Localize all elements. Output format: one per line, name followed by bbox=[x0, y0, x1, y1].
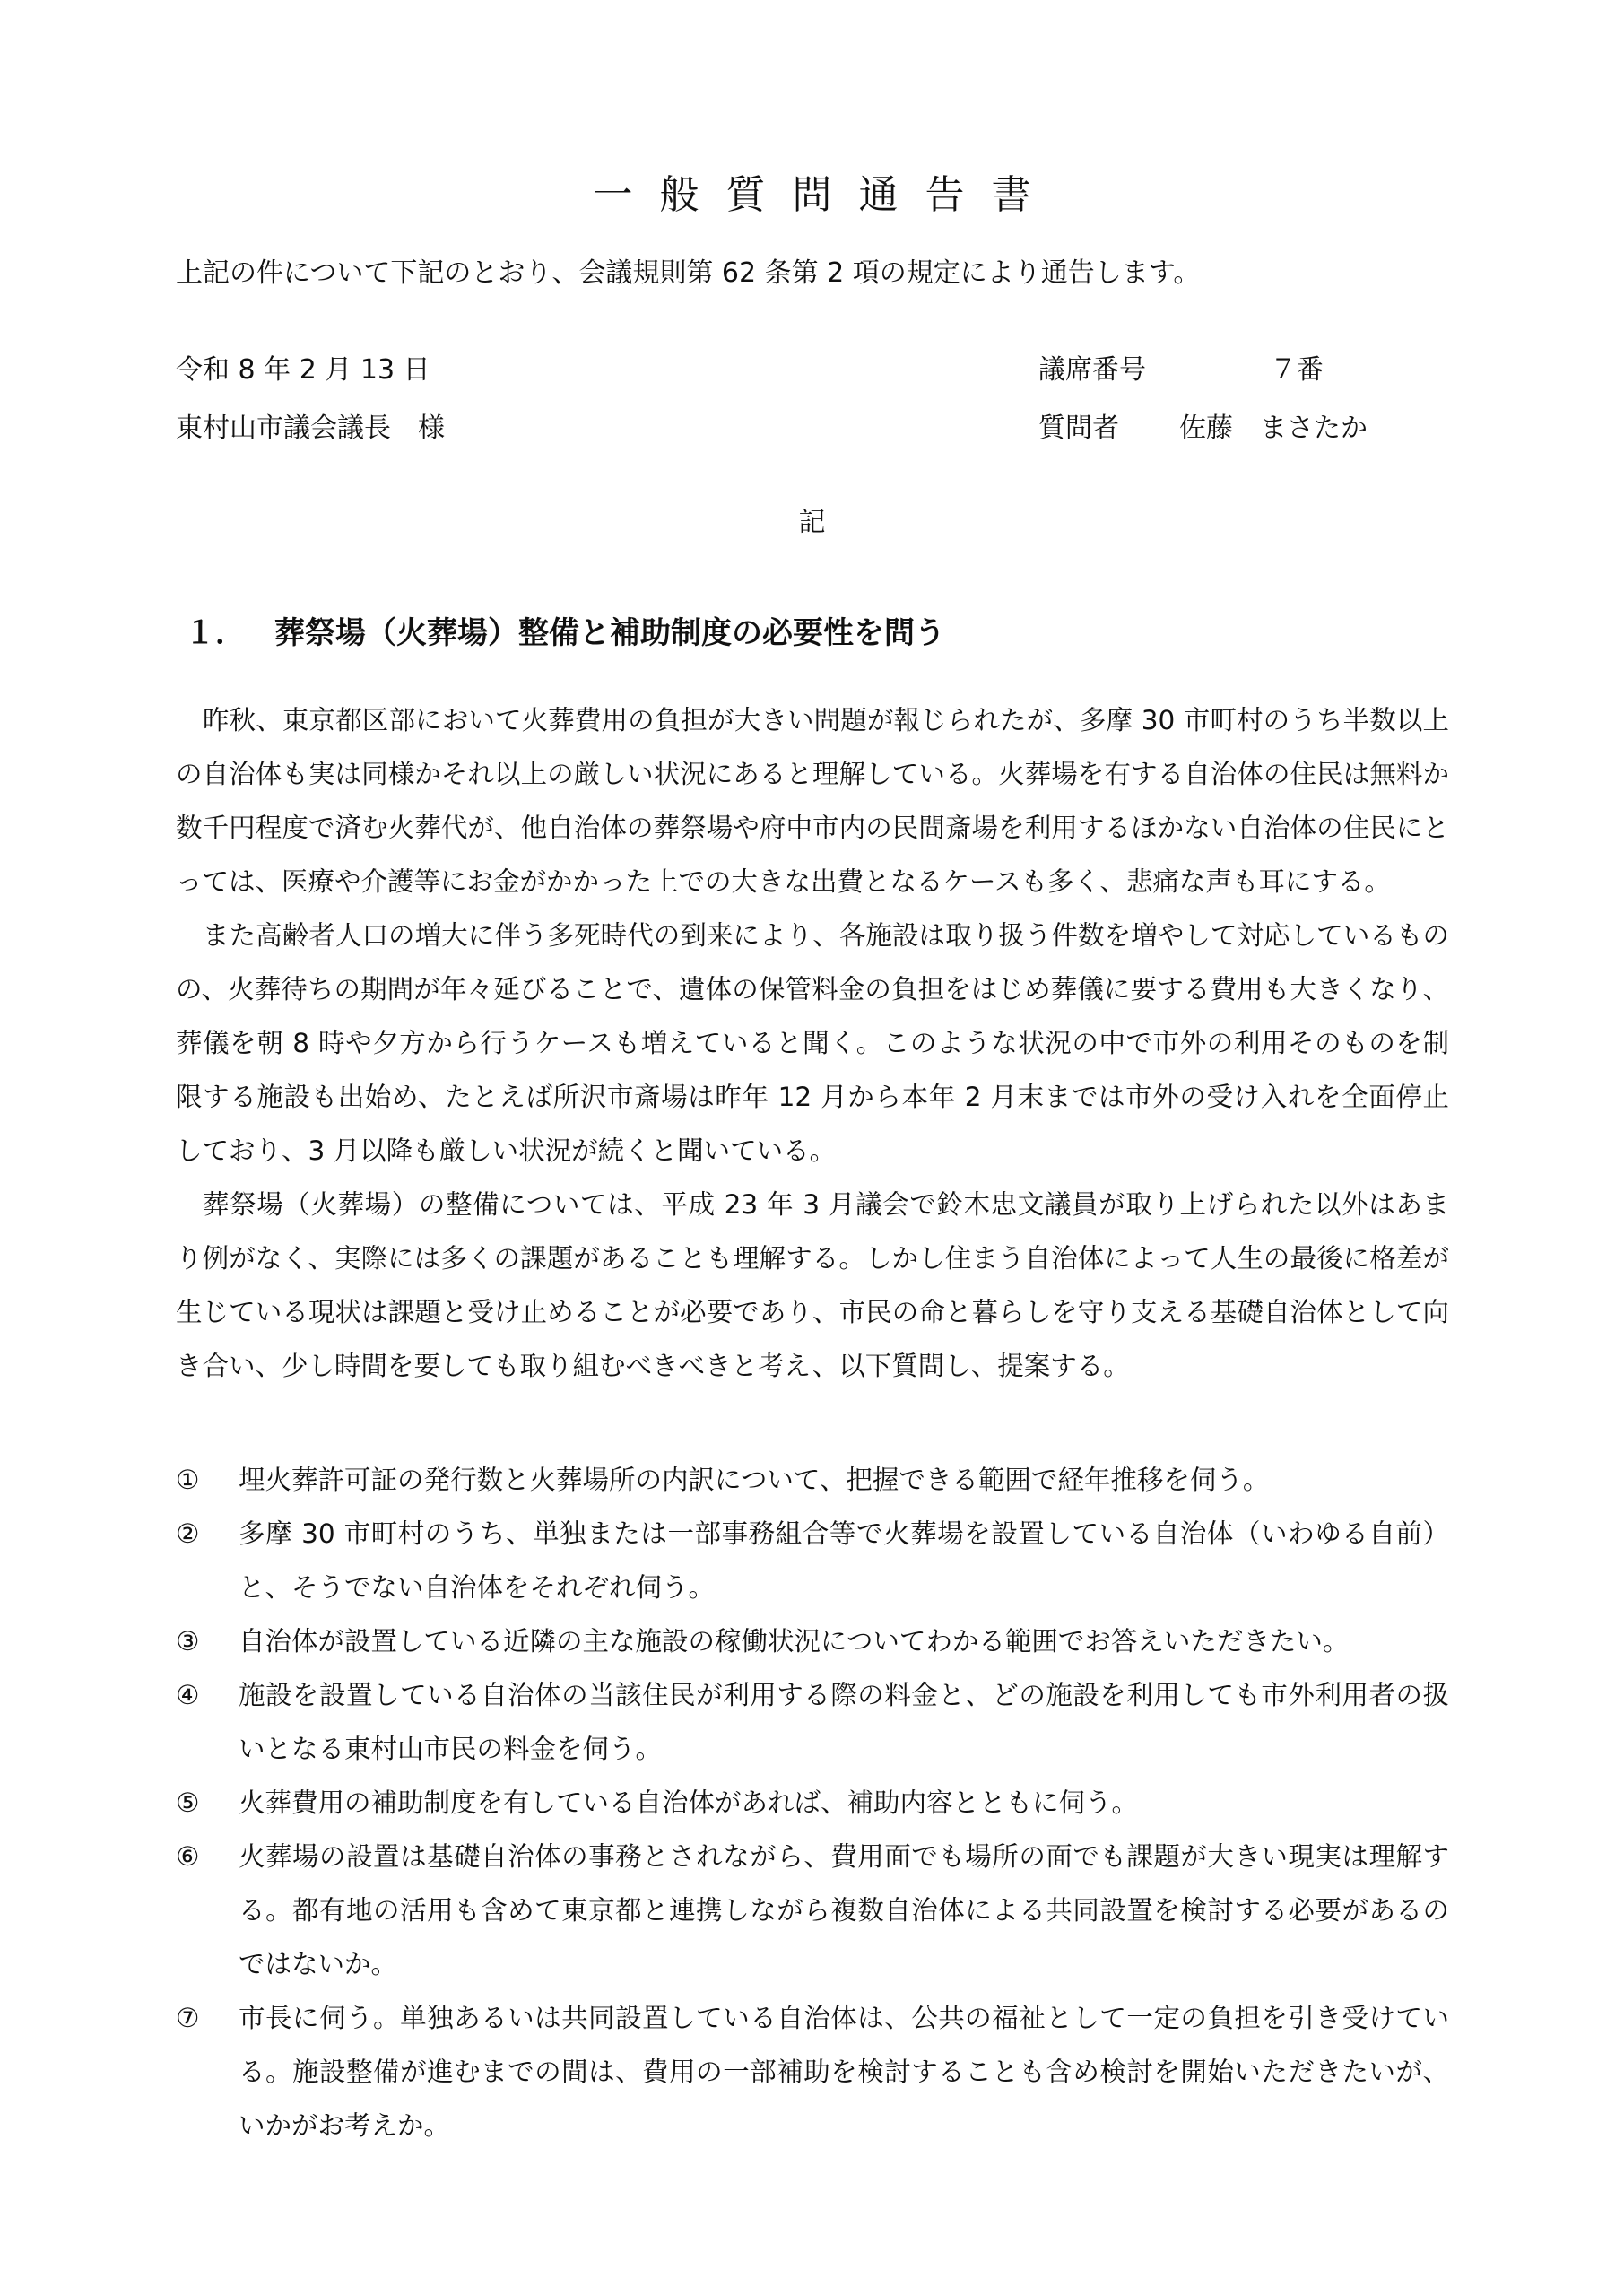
item-text: 施設を設置している自治体の当該住民が利用する際の料金と、どの施設を利用しても市外利用者の扱いとなる東村山市民の料金を伺う。 bbox=[239, 1680, 1449, 1764]
section-number: １． bbox=[185, 615, 246, 651]
question-item bbox=[176, 1453, 1449, 1507]
ki-marker: 記 bbox=[798, 507, 826, 538]
item-text: 市長に伺う。単独あるいは共同設置している自治体は、公共の福祉として一定の負担を引き受けている。施設整備が進むまでの間は、費用の一部補助を検討することも含め検討を開始いただきたいが、いかがお考えか。 bbox=[239, 2003, 1449, 2141]
seat-number-value: ７番 bbox=[1270, 354, 1324, 386]
item-text: 埋火葬許可証の発行数と火葬場所の内訳について、把握できる範囲で経年推移を伺う。 bbox=[239, 1465, 1270, 1495]
item-number: ① bbox=[176, 1465, 200, 1495]
paragraph: 葬祭場（火葬場）の整備については、平成 23 年 3 月議会で鈴木忠文議員が取り上げられた以外はあまり例がなく、実際には多くの課題があることも理解する。しかし住まう自治体によって人生の最後に格差が生じている現状は課題と受け止めることが必要であり、市民の命と暮らしを守り支える基礎自治体として向き合い、少し時間を要しても取り組むべきべきと考え、以下質問し、提案する。 bbox=[176, 1189, 1449, 1381]
question-item bbox=[176, 1507, 1449, 1614]
section-body bbox=[176, 693, 1449, 1393]
question-item bbox=[176, 1830, 1449, 1991]
item-number: ⑤ bbox=[176, 1787, 200, 1818]
item-number: ③ bbox=[176, 1626, 200, 1657]
item-text: 火葬場の設置は基礎自治体の事務とされながら、費用面でも場所の面でも課題が大きい現実は理解する。都有地の活用も含めて東京都と連携しながら複数自治体による共同設置を検討する必要があるのではないか。 bbox=[239, 1841, 1449, 1979]
question-item bbox=[176, 1614, 1449, 1668]
item-text: 多摩 30 市町村のうち、単独または一部事務組合等で火葬場を設置している自治体（いわゆる自前）と、そうでない自治体をそれぞれ伺う。 bbox=[239, 1518, 1449, 1603]
question-list bbox=[176, 1453, 1449, 2152]
notice-date: 令和 8 年 2 月 13 日 bbox=[176, 354, 430, 386]
addressee: 東村山市議会議長 様 bbox=[176, 413, 445, 444]
seat-number-row bbox=[1038, 352, 1324, 388]
section-heading bbox=[185, 613, 945, 654]
questioner-name: 佐藤 まさたか bbox=[1179, 413, 1368, 444]
seat-number-label: 議席番号 bbox=[1038, 354, 1146, 386]
item-number: ④ bbox=[176, 1680, 200, 1710]
document-title: 一般質問通告書 bbox=[593, 172, 1058, 218]
paragraph: また高齢者人口の増大に伴う多死時代の到来により、各施設は取り扱う件数を増やして対応しているものの、火葬待ちの期間が年々延びることで、遺体の保管料金の負担をはじめ葬儀に要する費用も大きくなり、葬儀を朝 8 時や夕方から行うケースも増えていると聞く。このような状況の中で市外の利用そのものを制限する施設も出始め、たとえば所沢市斎場は昨年 12 月から本年 2 月末までは市外の受け入れを全面停止しており、3 月以降も厳しい状況が続くと聞いている。 bbox=[176, 920, 1449, 1166]
intro-text: 上記の件について下記のとおり、会議規則第 62 条第 2 項の規定により通告します。 bbox=[176, 257, 1201, 289]
item-text: 火葬費用の補助制度を有している自治体があれば、補助内容とともに伺う。 bbox=[239, 1787, 1139, 1818]
question-item bbox=[176, 1668, 1449, 1776]
questioner-label: 質問者 bbox=[1038, 413, 1119, 444]
section-heading-text: 葬祭場（火葬場）整備と補助制度の必要性を問う bbox=[274, 615, 945, 651]
paragraph: 昨秋、東京都区部において火葬費用の負担が大きい問題が報じられたが、多摩 30 市町村のうち半数以上の自治体も実は同様かそれ以上の厳しい状況にあると理解している。火葬場を有する自治体の住民は無料か数千円程度で済む火葬代が、他自治体の葬祭場や府中市内の民間斎場を利用するほかない自治体の住民にとっては、医療や介護等にお金がかかった上での大きな出費となるケースも多く、悲痛な声も耳にする。 bbox=[176, 705, 1449, 897]
item-number: ② bbox=[176, 1518, 200, 1549]
question-item bbox=[176, 1776, 1449, 1830]
item-text: 自治体が設置している近隣の主な施設の稼働状況についてわかる範囲でお答えいただきたい。 bbox=[239, 1626, 1350, 1657]
question-item bbox=[176, 1991, 1449, 2152]
item-number: ⑦ bbox=[176, 2003, 200, 2033]
item-number: ⑥ bbox=[176, 1841, 200, 1872]
questioner-row bbox=[1038, 411, 1368, 447]
